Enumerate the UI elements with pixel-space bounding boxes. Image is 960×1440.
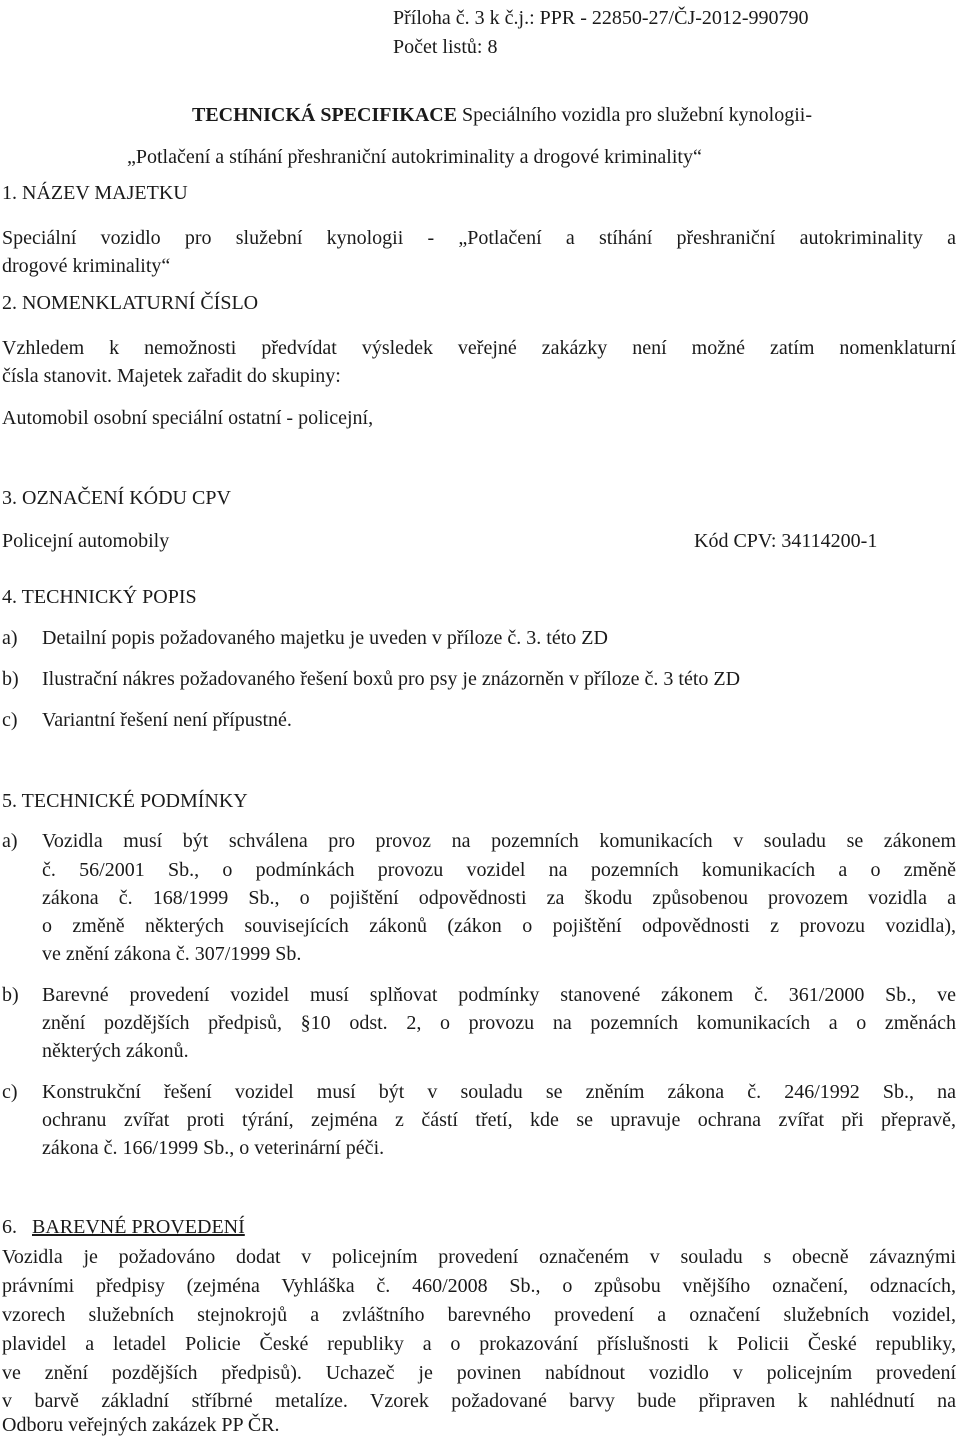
list-item-line: Vozidla musí být schválena pro provoz na pozemních komunikacích v souladu se zákonem — [42, 830, 956, 852]
document-reference: Příloha č. 3 k č.j.: PPR - 22850-27/ČJ-2012-990790 — [393, 7, 809, 29]
list-item: Detailní popis požadovaného majetku je uveden v příloze č. 3. této ZD — [42, 627, 608, 649]
list-item-line: Barevné provedení vozidel musí splňovat podmínky stanovené zákonem č. 361/2000 Sb., ve — [42, 984, 956, 1006]
title-bold: TECHNICKÁ SPECIFIKACE — [192, 104, 458, 126]
section-3-heading: 3. OZNAČENÍ KÓDU CPV — [2, 487, 231, 509]
cpv-label: Policejní automobily — [2, 530, 170, 552]
section-2-line: Vzhledem k nemožnosti předvídat výsledek veřejné zakázky není možné zatím nomenklaturní — [2, 337, 956, 359]
title-rest: Speciálního vozidla pro služební kynologii- — [457, 104, 812, 126]
section-5-heading: 5. TECHNICKÉ PODMÍNKY — [2, 790, 248, 812]
list-item-line: č. 56/2001 Sb., o podmínkách provozu vozidel na pozemních komunikacích a o změně — [42, 859, 956, 881]
section-6-line: plavidel a letadel Policie České republiky a o prokazování příslušnosti k Policii České republiky, — [2, 1333, 956, 1355]
section-6-line: v barvě základní stříbrné metalíze. Vzorek požadované barvy bude připraven k nahlédnutí na — [2, 1390, 956, 1412]
list-item-line: znění pozdějších předpisů, §10 odst. 2, o provozu na pozemních komunikacích a o změnách — [42, 1012, 956, 1034]
section-2-heading: 2. NOMENKLATURNÍ ČÍSLO — [2, 292, 259, 314]
list-item-line: Konstrukční řešení vozidel musí být v souladu se zněním zákona č. 246/1992 Sb., na — [42, 1081, 956, 1103]
list-item-label: b) — [2, 984, 19, 1006]
section-4-heading: 4. TECHNICKÝ POPIS — [2, 586, 197, 608]
section-6-line: právními předpisy (zejména Vyhláška č. 460/2008 Sb., o způsobu vnějšího označení, odznacích, — [2, 1275, 956, 1297]
cpv-code: Kód CPV: 34114200-1 — [694, 530, 878, 552]
list-item-label: b) — [2, 668, 19, 690]
list-item-line: ochranu zvířat proti týrání, zejména z částí třetí, kde se upravuje ochrana zvířat při přepravě, — [42, 1109, 956, 1131]
section-6-number: 6. — [2, 1216, 17, 1238]
section-6-line: vzorech služebních stejnokrojů a zvláštního barevného provedení a označení služebních vozidel, — [2, 1304, 956, 1326]
section-6-line: ve znění pozdějších předpisů). Uchazeč je povinen nabídnout vozidlo v policejním provedení — [2, 1362, 956, 1384]
list-item-label: c) — [2, 1081, 18, 1103]
section-6-line: Vozidla je požadováno dodat v policejním provedení označeném v souladu s obecně závaznými — [2, 1246, 956, 1268]
section-6-heading — [2, 1213, 245, 1241]
sheet-count: Počet listů: 8 — [393, 36, 498, 58]
section-2-line: Automobil osobní speciální ostatní - policejní, — [2, 407, 374, 429]
list-item-label: a) — [2, 627, 18, 649]
section-1-heading: 1. NÁZEV MAJETKU — [2, 182, 188, 204]
section-6-line: Odboru veřejných zakázek PP ČR. — [2, 1414, 280, 1436]
list-item-label: c) — [2, 709, 18, 731]
document-title — [192, 101, 812, 129]
section-6-title: BAREVNÉ PROVEDENÍ — [32, 1216, 245, 1238]
list-item-line: některých zákonů. — [42, 1040, 189, 1062]
section-1-line: drogové kriminality“ — [2, 255, 171, 277]
list-item: Ilustrační nákres požadovaného řešení boxů pro psy je znázorněn v příloze č. 3 této ZD — [42, 668, 741, 690]
document-subtitle: „Potlačení a stíhání přeshraniční autokriminality a drogové kriminality“ — [127, 146, 702, 168]
list-item-line: ve znění zákona č. 307/1999 Sb. — [42, 943, 302, 965]
list-item-label: a) — [2, 830, 18, 852]
list-item-line: zákona č. 168/1999 Sb., o pojištění odpovědnosti za škodu způsobenou provozem vozidla a — [42, 887, 956, 909]
section-2-line: čísla stanovit. Majetek zařadit do skupiny: — [2, 365, 341, 387]
list-item: Variantní řešení není přípustné. — [42, 709, 292, 731]
list-item-line: o změně některých souvisejících zákonů (zákon o pojištění odpovědnosti z provozu vozidla), — [42, 915, 956, 937]
section-1-line: Speciální vozidlo pro služební kynologii - „Potlačení a stíhání přeshraniční autokriminality a — [2, 227, 956, 249]
list-item-line: zákona č. 166/1999 Sb., o veterinární péči. — [42, 1137, 385, 1159]
